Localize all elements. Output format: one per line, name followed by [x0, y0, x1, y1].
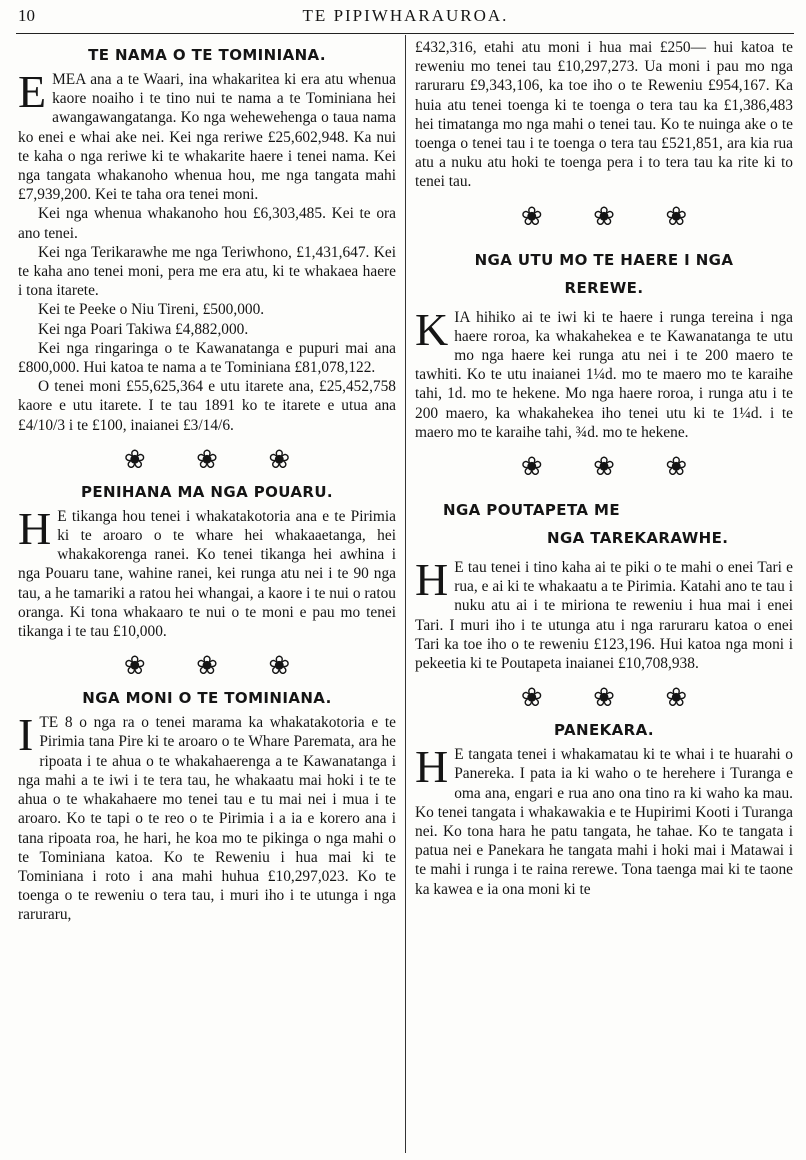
article-paragraph: H E tangata tenei i whakamatau ki te whai i te huarahi o Panereka. I pata ia ki waho o te herehere i Turanga e oma ana, engari e rua ano ona tino ra ki waho ka mau. Ko tenei tangata i whakawakia e te Hupirimi Kooti i Turanga nei. Ko tona hara he patu tangata, he tahae. Ko te tangata i patua nei e Panekara he tangata mahi i hoki mai i Matawai i te mahi i runga i te raina rerewe. Tona taenga mai ki te taone ka kawea e ia ona moni ki te	[415, 741, 793, 898]
article-paragraph: EMEA ana a te Waari, ina whakaritea ki era atu whenua kaore noaiho i te tino nui te nama a te Tominiana hei awangawangatanga. Ko nga wehewehenga o taua nama ko enei e whai ake nei. Kei nga reriwe £25,602,948. Ka nui te kaha o nga reriwe ki te whakarite haere i tenei nama. Kei nga tangata whakanoho whenua hou, me nga tangata mahi £7,939,200. Kei te taha ora tenei moni.	[18, 66, 396, 204]
drop-cap: H	[415, 741, 449, 793]
article-heading: NGA POUTAPETA ME NGA TAREKARAWHE.	[443, 501, 729, 548]
article-paragraph: O tenei moni £55,625,364 e utu itarete ana, £25,452,758 kaore e utu itarete. I te tau 1891 ko te itarete e utua ana £4/10/3 i te £100, inaianei £3/14/6.	[18, 378, 396, 434]
article-heading: PANEKARA.	[554, 721, 654, 740]
article-paragraph: ITE 8 o nga ra o tenei marama ka whakatakotoria e te Pirimia tana Pire ki te aroaro o te Whare Paremata, ara he ripoata i te ahua o te whakahaerenga a te Kawanatanga i nga mahi a te iwi i te tera tau, he whakaatu mai hoki i te te ahua o te whakahaere mo tenei tau e tu mai nei i mua i te aroaro. Ko te tapi o te reo o te Pirimia i a ia e korero ana i tana ripoata roa, he hari, he koa mo te pikinga o nga mahi o te Tominiana katoa. Ko te Reweniu i hua mai ki te Tominiana i roto i ana mahi huhua £10,297,023. Ko te toenga o te reweniu o tera tau, i muri iho i te utunga i nga raruraru,	[18, 709, 396, 924]
right-column	[415, 38, 793, 899]
article-paragraph: Kei nga Terikarawhe me nga Teriwhono, £1,431,647. Kei te kaha ano tenei moni, pera me era atu, ki te whakaea haere i tona itarete.	[18, 243, 396, 300]
article-panekara	[415, 721, 793, 899]
article-heading: NGA MONI O TE TOMINIANA.	[82, 689, 332, 708]
page-header	[18, 6, 793, 32]
column-divider	[405, 35, 406, 1153]
article-paragraph: H E tau tenei i tino kaha ai te piki o te mahi o enei Tari e rua, e ai ki te whakaatu a te Pirimia. Katahi ano te tau i nuku atu ai i te miriona te reweniu i hua mai i enei Tari. I muri iho i te utunga atu i nga raruraru katoa o enei Tari ka toe iho o te reweniu £123,196. Hui katoa nga moni i pekeetia ki te Poutapeta inaianei £10,708,938.	[415, 554, 793, 673]
article-paragraph: Kei te Peeke o Niu Tireni, £500,000.	[38, 301, 265, 319]
drop-cap: H	[415, 554, 449, 606]
flower-ornament: ❀ ❀ ❀	[520, 452, 710, 482]
flower-ornament: ❀ ❀ ❀	[123, 651, 313, 681]
article-heading: TE NAMA O TE TOMINIANA.	[88, 46, 326, 64]
page-number: 10	[18, 6, 35, 25]
article-paragraph: H E tikanga hou tenei i whakatakotoria ana e te Pirimia ki te aroaro o te whare hei whakaaetanga, hei whakakorenga ranei. Ko tenei tikanga hei awhina i nga Pouaru tane, wahine ranei, kei runga atu nei i te 90 nga tau, a he tamariki a ratou hei whangai, a kaore i te nui o ratou oranga. Ki tona whakaaro te nui o te moni e pau mo tenei tikanga i te tau £10,000.	[18, 502, 396, 641]
drop-cap: K	[415, 303, 449, 355]
article-poutapeta	[415, 496, 793, 673]
header-rule	[16, 33, 794, 34]
article-paragraph: Kei nga whenua whakanoho hou £6,303,485. Kei te ora ano tenei.	[18, 205, 396, 242]
article-paragraph: KIA hihiko ai te iwi ki te haere i runga tereina i nga haere roroa, ka whakahekea e te Kawanatanga te utu mo nga haere kei runga atu nei i te 200 maero te tawhiti. Ko te utu inaianei 1¼d. mo te maero mo te karaihe tahi, 1d. mo te hekene. Mo nga haere roroa, i runga atu i te 200 maero, ka whakahekea iho tenei utu ki te 1¼d. i te maero mo te karaihe tahi, ¾d. mo te hekene.	[415, 303, 793, 441]
left-column	[18, 38, 396, 925]
flower-ornament: ❀ ❀ ❀	[123, 444, 313, 474]
article-utu-rerewe	[415, 246, 793, 442]
article-paragraph: Kei nga Poari Takiwa £4,882,000.	[38, 320, 249, 338]
article-paragraph: Kei nga ringaringa o te Kawanatanga e pupuri mai ana £800,000. Hui katoa te nama a te Tominiana £81,078,122.	[18, 339, 396, 377]
article-penihana	[18, 483, 396, 641]
flower-ornament: ❀ ❀ ❀	[520, 683, 710, 713]
flower-ornament: ❀ ❀ ❀	[520, 201, 710, 231]
drop-cap: H	[18, 502, 52, 554]
article-continuation	[415, 38, 793, 192]
newspaper-title: TE PIPIWHARAUROA.	[302, 6, 509, 25]
article-nama-tominiana	[18, 46, 396, 435]
article-heading: PENIHANA MA NGA POUARU.	[80, 482, 334, 501]
drop-cap: E	[18, 66, 47, 117]
drop-cap: I	[18, 709, 34, 761]
article-heading: NGA UTU MO TE HAERE I NGA REREWE.	[474, 250, 734, 297]
article-paragraph: £432,316, etahi atu moni i hua mai £250— hui katoa te reweniu mo tenei tau £10,297,273. Ua moni i pau mo nga raruraru £9,343,106, ka toe iho o te Reweniu £954,167. Ka huia atu tenei toenga ki te toenga o tera tau ka £1,386,483 hei timatanga mo nga mahi o tenei tau. Ko te nuinga ake o te toenga o tenei tau i te toenga o tera tau £521,851, ara kia rua atu a nuku atu hoki te toenga pera i to tera tau ka rite ki to tenei tau.	[415, 39, 793, 191]
article-moni-tominiana	[18, 689, 396, 924]
